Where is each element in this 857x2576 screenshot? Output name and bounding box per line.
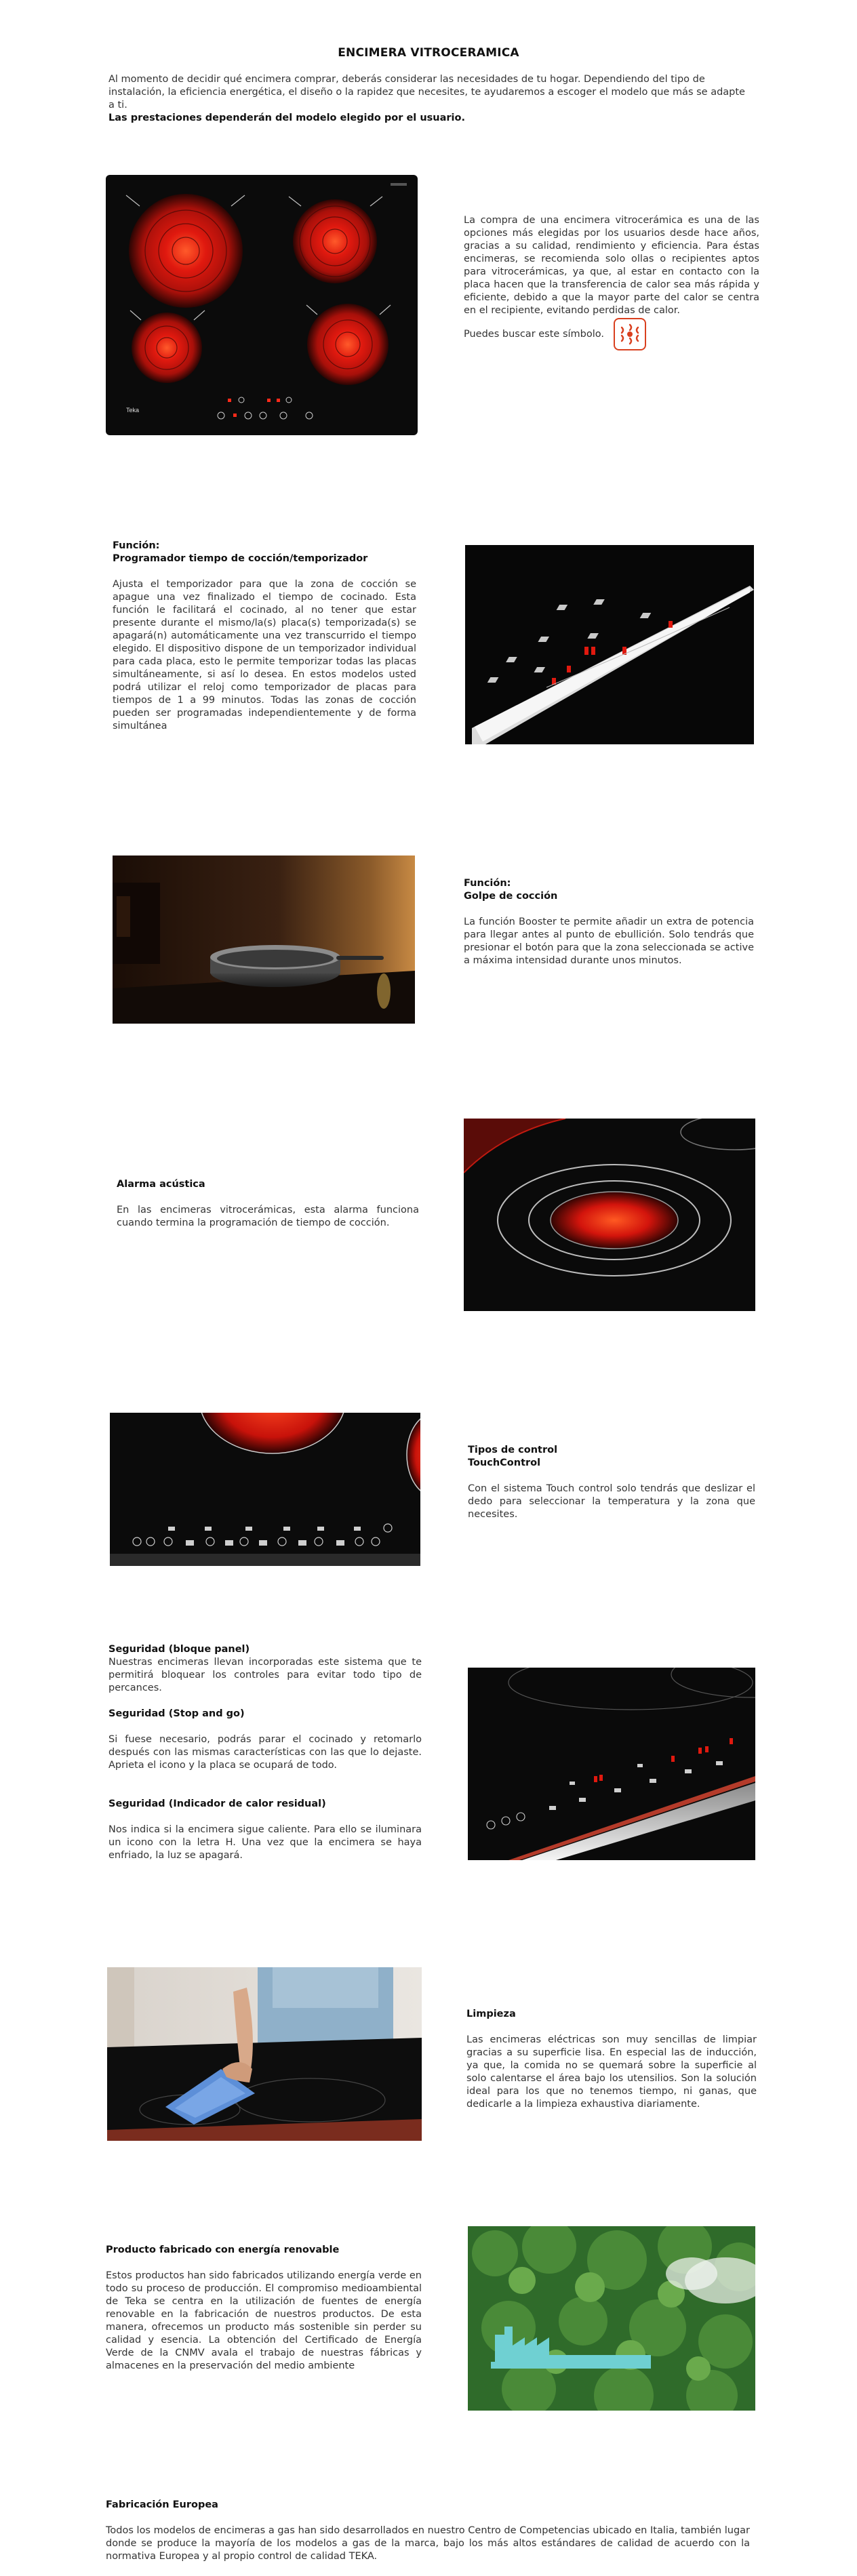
control-panel-safety-photo <box>468 1668 755 1860</box>
section6-text2: Si fuese necesario, podrás parar el cocinado y retomarlo después con las mismas características con las que lo dejaste. Aprieta el icono y la placa se ocupará de todo. <box>108 1734 422 1771</box>
section6-text3: Nos indica si la encimera sigue caliente. Para ello se iluminara un icono con la letra H. Una vez que la encimera se haya enfriado, la luz se apagará. <box>108 1824 422 1861</box>
green-forest-factory-photo <box>468 2226 755 2411</box>
section7-text: Las encimeras eléctricas son muy sencillas de limpiar gracias a su superficie lisa. En especial las de inducción, ya que, la comida no se quemará sobre la superficie al solo calentarse el área bajo los utensilios. Son la solución ideal para los que no tenemos tiempo, ni ganas, que dedicarle a la limpieza exhaustiva diariamente. <box>466 2034 757 2110</box>
section9-text: Todos los modelos de encimeras a gas han sido desarrollados en nuestro Centro de Competencias ubicado en Italia, también lugar donde se produce la mayoría de los modelos a gas de la marca, bajo los más altos estándares de calidad de acuerdo con la normativa Europea y al propio control de calidad TEKA. <box>106 2525 750 2562</box>
section5-heading2: TouchControl <box>468 1457 541 1468</box>
section4-text-block <box>117 1178 419 1230</box>
cooking-pan-photo <box>113 856 415 1024</box>
touch-control-hob-photo <box>110 1413 420 1566</box>
section3-text: La función Booster te permite añadir un extra de potencia para llegar antes al punto de ebullición. Solo tendrás que presionar el botón para que la zona seleccionada se active a máxima intensidad durante unos minutos. <box>464 917 754 966</box>
section2-heading1: Función: <box>113 540 160 551</box>
section2-text-block <box>113 540 416 733</box>
section6-heading3: Seguridad (Indicador de calor residual) <box>108 1798 326 1809</box>
section4-heading: Alarma acústica <box>117 1179 205 1190</box>
section6-heading2: Seguridad (Stop and go) <box>108 1708 245 1719</box>
section6-text-block <box>108 1643 422 1862</box>
section7-heading: Limpieza <box>466 2009 516 2019</box>
intro-paragraph <box>108 73 749 125</box>
section6-heading1: Seguridad (bloque panel) <box>108 1644 250 1655</box>
section3-heading1: Función: <box>464 878 511 889</box>
section3-heading2: Golpe de cocción <box>464 891 558 902</box>
cleaning-hob-photo <box>107 1967 422 2141</box>
section2-text: Ajusta el temporizador para que la zona de cocción se apague una vez finalizado el tiempo de cocinado. Esta función le facilitará el cocinado, al no tener que estar presente durante el mismo/la(s) placa(s) temporizada(s) se apagará(n) automáticamente una vez transcurrido el tiempo elegido. El dispositivo dispone de un temporizador individual para cada placa, esto le permite temporizar todas las placas simultáneamente, si así lo desea. En estos modelos usted podrá utilizar el reloj como temporizador de placas para tiempos de 1 a 99 minutos. Todas las zonas de cocción pueden ser programadas independientemente y de forma simultánea <box>113 579 416 731</box>
section7-text-block <box>466 2008 757 2111</box>
section5-heading1: Tipos de control <box>468 1445 558 1455</box>
vitroceramic-symbol-icon <box>613 317 647 351</box>
symbol-hint-text: Puedes buscar este símbolo. <box>464 329 604 340</box>
timer-control-panel-photo <box>465 545 754 744</box>
section5-text-block <box>468 1444 755 1521</box>
section4-text: En las encimeras vitrocerámicas, esta alarma funciona cuando termina la programación de tiempo de cocción. <box>117 1205 419 1228</box>
section5-text: Con el sistema Touch control solo tendrás que deslizar el dedo para seleccionar la temperatura y la zona que necesites. <box>468 1483 755 1520</box>
section1-text-block <box>464 214 759 351</box>
section8-heading: Producto fabricado con energía renovable <box>106 2245 340 2255</box>
section3-text-block <box>464 877 754 967</box>
hob-brand-label: Teka <box>126 407 140 414</box>
section2-heading2: Programador tiempo de cocción/temporizador <box>113 553 368 564</box>
intro-bold-text: Las prestaciones dependerán del modelo elegido por el usuario. <box>108 113 465 123</box>
section9-heading: Fabricación Europea <box>106 2499 218 2510</box>
section8-text: Estos productos han sido fabricados utilizando energía verde en todo su proceso de producción. El compromiso medioambiental de Teka se centra en la utilización de fuentes de energía renovable en la fabricación de nuestros productos. De esta manera, ofrecemos un producto más sostenible sin perder su calidad y esencia. La obtención del Certificado de Energía Verde de la CNMV avala el trabajo de nuestras fábricas y almacenes en la preservación del medio ambiente <box>106 2270 422 2371</box>
section9-text-block <box>106 2499 750 2563</box>
page-title: ENCIMERA VITROCERAMICA <box>338 46 519 60</box>
heated-ring-photo <box>464 1119 755 1311</box>
section8-text-block <box>106 2244 422 2373</box>
section6-text1: Nuestras encimeras llevan incorporadas este sistema que te permitirá bloquear los controles para evitar todo tipo de percances. <box>108 1657 422 1693</box>
intro-text: Al momento de decidir qué encimera comprar, deberás considerar las necesidades de tu hogar. Dependiendo del tipo de instalación, la eficiencia energética, el diseño o la rapidez que necesites, te ayudaremos a escoger el modelo que más se adapte a ti. <box>108 74 745 110</box>
ceramic-hob-photo <box>106 175 418 435</box>
section1-text: La compra de una encimera vitrocerámica es una de las opciones más elegidas por los usuarios desde hace años, gracias a su calidad, rendimiento y eficiencia. Para éstas encimeras, se recomienda solo ollas o recipientes aptos para vitrocerámicas, ya que, al estar en contacto con la placa hacen que la transferencia de calor sea más rápida y eficiente, debido a que la mayor parte del calor se centra en el recipiente, evitando perdidas de calor. <box>464 215 759 316</box>
